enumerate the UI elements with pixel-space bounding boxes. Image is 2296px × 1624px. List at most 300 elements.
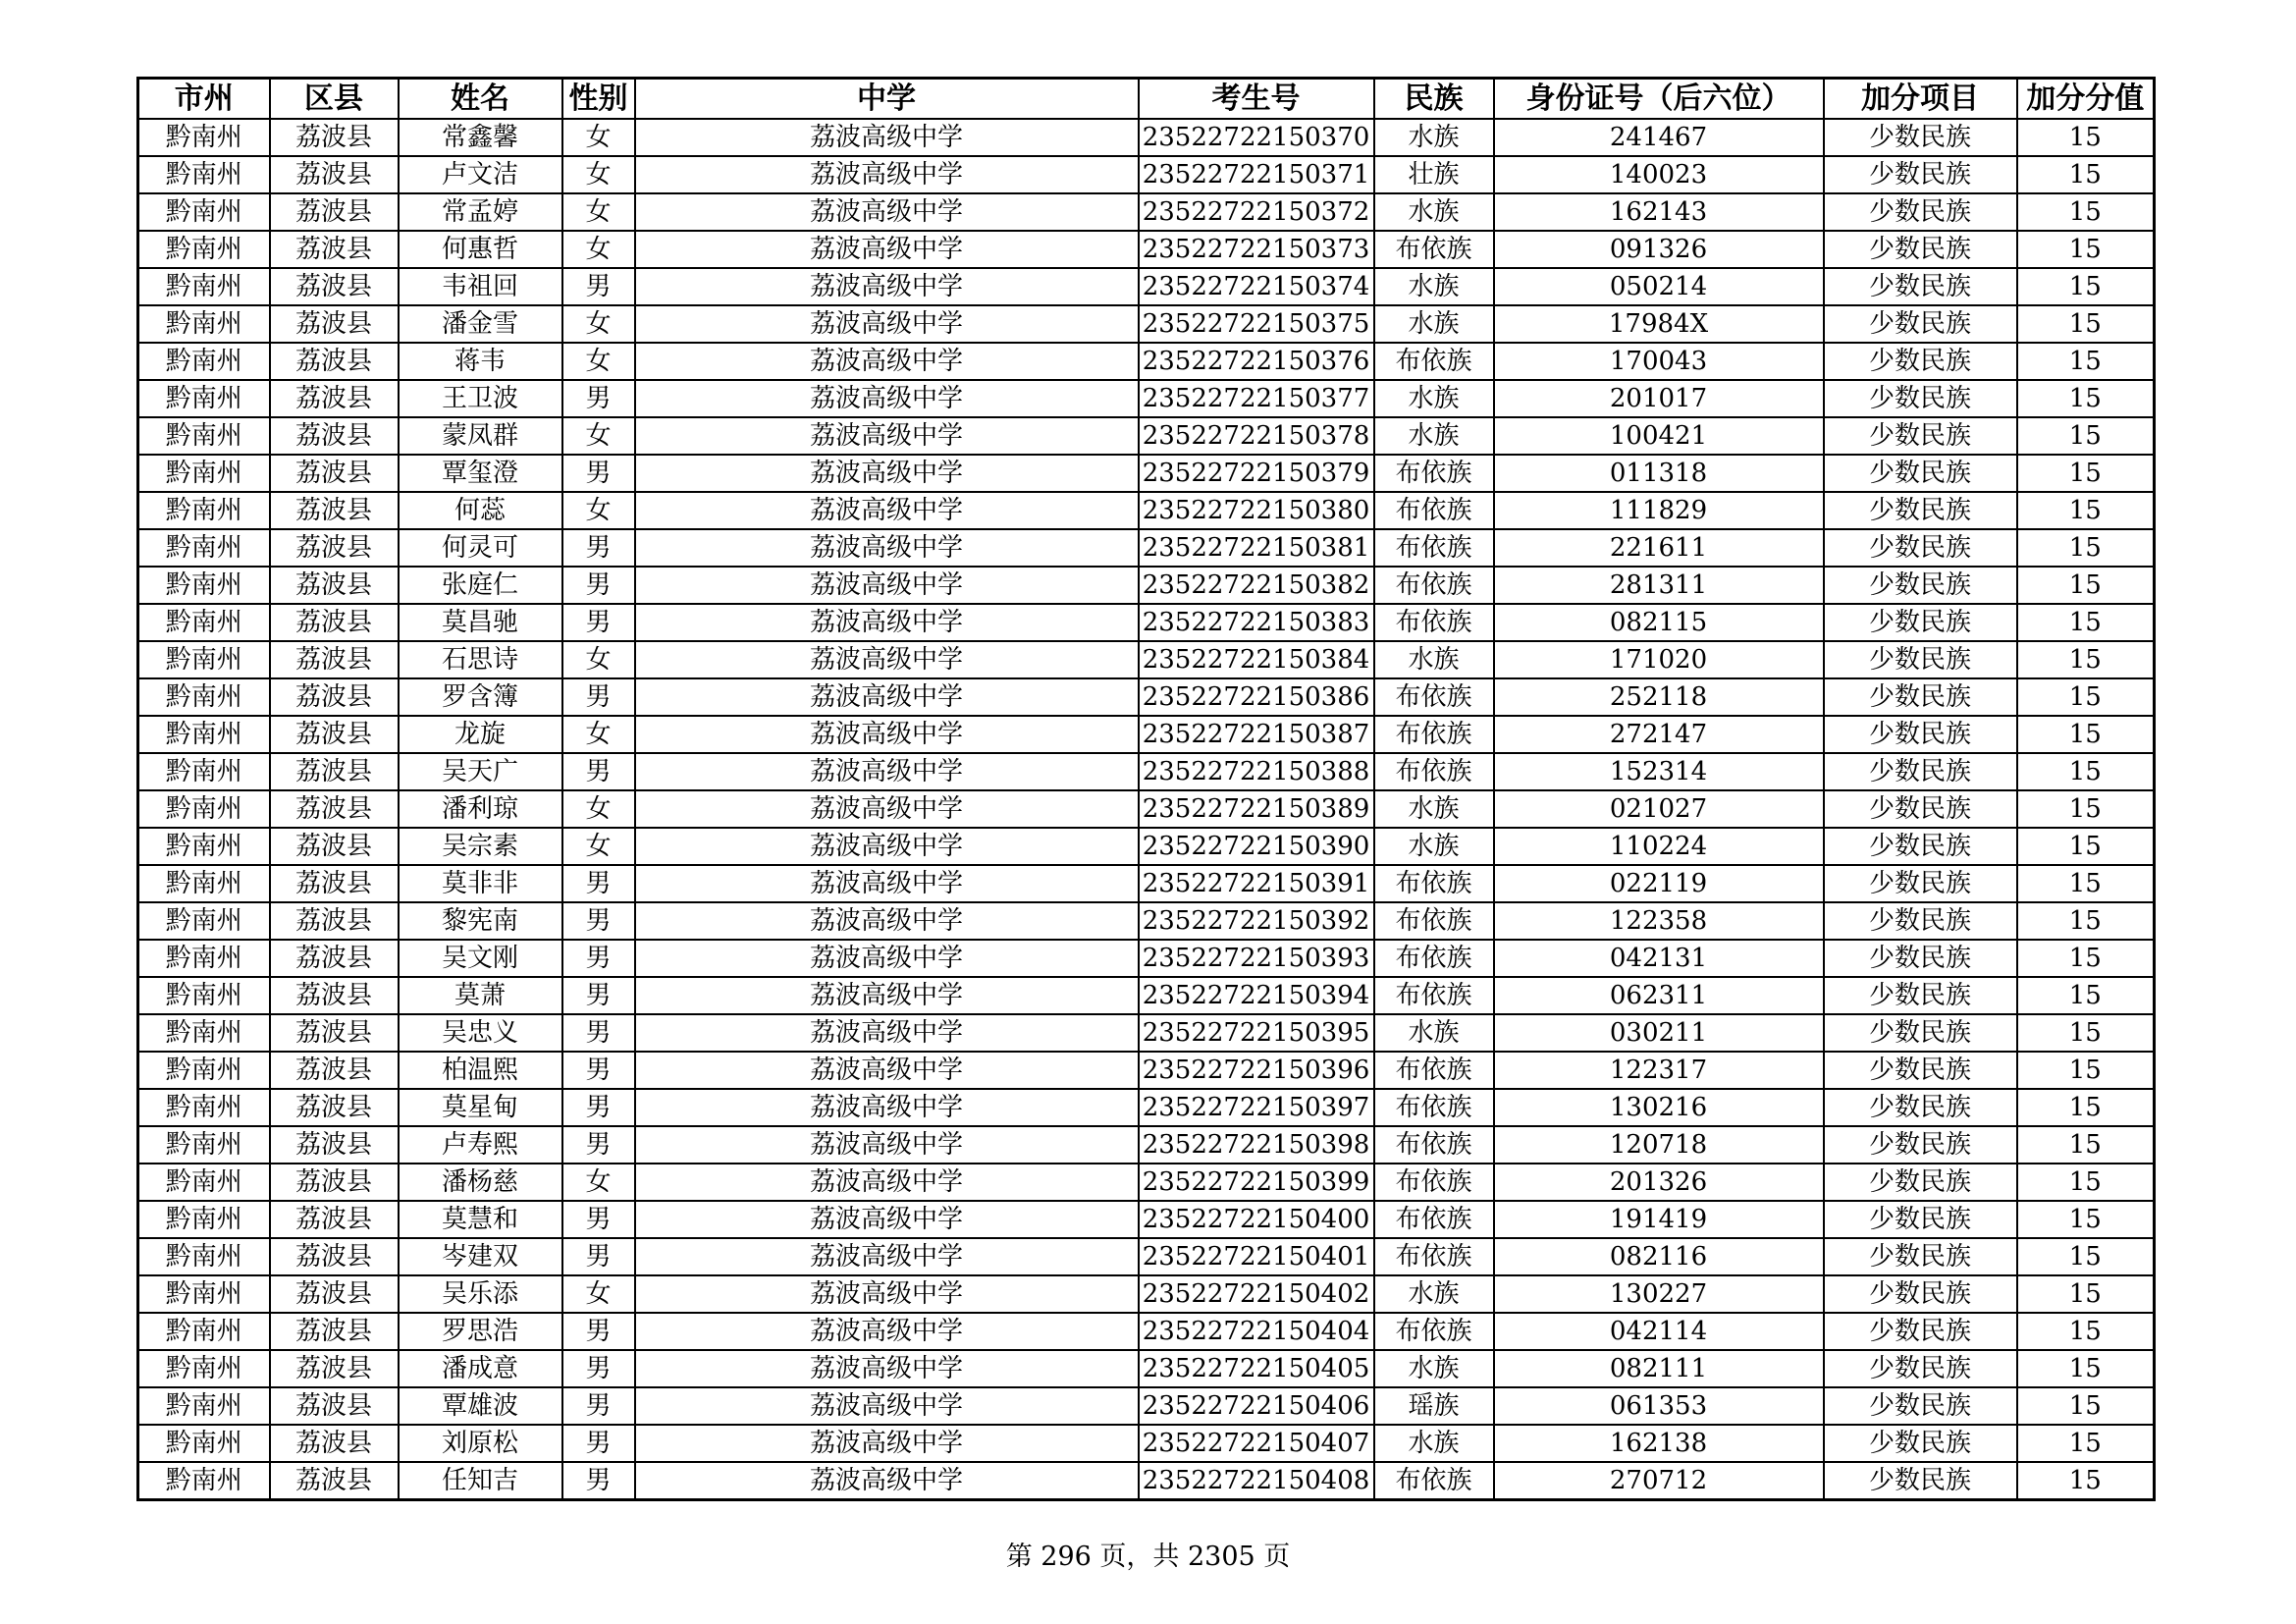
- cell-bonus-points: 15: [2017, 380, 2155, 417]
- cell-exam-number: 23522722150392: [1139, 902, 1374, 940]
- table-row: [138, 1350, 2155, 1387]
- cell-id-suffix: 082116: [1494, 1238, 1824, 1275]
- cell-city: 黔南州: [138, 492, 270, 529]
- table-row: [138, 1462, 2155, 1500]
- cell-school: 荔波高级中学: [635, 1350, 1139, 1387]
- cell-county: 荔波县: [270, 380, 399, 417]
- cell-county: 荔波县: [270, 529, 399, 567]
- cell-name: 莫星甸: [399, 1089, 562, 1126]
- cell-exam-number: 23522722150399: [1139, 1164, 1374, 1201]
- cell-id-suffix: 042131: [1494, 940, 1824, 977]
- table-row: [138, 1052, 2155, 1089]
- table-row: [138, 940, 2155, 977]
- cell-exam-number: 23522722150379: [1139, 455, 1374, 492]
- cell-ethnicity: 布依族: [1374, 604, 1494, 641]
- cell-exam-number: 23522722150402: [1139, 1275, 1374, 1313]
- cell-gender: 女: [562, 828, 635, 865]
- cell-city: 黔南州: [138, 716, 270, 753]
- cell-id-suffix: 152314: [1494, 753, 1824, 790]
- cell-bonus-points: 15: [2017, 678, 2155, 716]
- cell-school: 荔波高级中学: [635, 604, 1139, 641]
- cell-county: 荔波县: [270, 1089, 399, 1126]
- cell-ethnicity: 布依族: [1374, 1126, 1494, 1164]
- cell-city: 黔南州: [138, 193, 270, 231]
- cell-school: 荔波高级中学: [635, 1052, 1139, 1089]
- cell-city: 黔南州: [138, 790, 270, 828]
- cell-bonus-points: 15: [2017, 1014, 2155, 1052]
- cell-gender: 男: [562, 865, 635, 902]
- cell-bonus-item: 少数民族: [1824, 678, 2017, 716]
- cell-bonus-item: 少数民族: [1824, 529, 2017, 567]
- cell-bonus-points: 15: [2017, 940, 2155, 977]
- cell-ethnicity: 水族: [1374, 1350, 1494, 1387]
- column-header-bonus-points: 加分分值: [2017, 79, 2155, 120]
- cell-bonus-item: 少数民族: [1824, 790, 2017, 828]
- cell-exam-number: 23522722150404: [1139, 1313, 1374, 1350]
- cell-gender: 女: [562, 343, 635, 380]
- table-row: [138, 790, 2155, 828]
- cell-name: 潘成意: [399, 1350, 562, 1387]
- cell-school: 荔波高级中学: [635, 828, 1139, 865]
- cell-ethnicity: 布依族: [1374, 529, 1494, 567]
- cell-county: 荔波县: [270, 940, 399, 977]
- cell-ethnicity: 布依族: [1374, 1052, 1494, 1089]
- cell-gender: 女: [562, 231, 635, 268]
- cell-bonus-points: 15: [2017, 1238, 2155, 1275]
- cell-ethnicity: 布依族: [1374, 343, 1494, 380]
- cell-school: 荔波高级中学: [635, 1164, 1139, 1201]
- cell-id-suffix: 201326: [1494, 1164, 1824, 1201]
- table-row: [138, 977, 2155, 1014]
- table-row: [138, 902, 2155, 940]
- cell-bonus-points: 15: [2017, 604, 2155, 641]
- cell-name: 吴宗素: [399, 828, 562, 865]
- cell-gender: 男: [562, 455, 635, 492]
- cell-ethnicity: 水族: [1374, 193, 1494, 231]
- cell-school: 荔波高级中学: [635, 1126, 1139, 1164]
- table-row: [138, 156, 2155, 193]
- cell-bonus-item: 少数民族: [1824, 828, 2017, 865]
- cell-school: 荔波高级中学: [635, 119, 1139, 156]
- page-footer: 第 296 页，共 2305 页: [1005, 1542, 1291, 1572]
- cell-gender: 男: [562, 1238, 635, 1275]
- cell-school: 荔波高级中学: [635, 678, 1139, 716]
- cell-bonus-points: 15: [2017, 865, 2155, 902]
- cell-bonus-item: 少数民族: [1824, 753, 2017, 790]
- cell-city: 黔南州: [138, 119, 270, 156]
- cell-city: 黔南州: [138, 1350, 270, 1387]
- cell-city: 黔南州: [138, 231, 270, 268]
- cell-bonus-item: 少数民族: [1824, 119, 2017, 156]
- cell-name: 任知吉: [399, 1462, 562, 1500]
- column-header-exam-number: 考生号: [1139, 79, 1374, 120]
- cell-school: 荔波高级中学: [635, 567, 1139, 604]
- cell-name: 王卫波: [399, 380, 562, 417]
- cell-name: 莫非非: [399, 865, 562, 902]
- cell-exam-number: 23522722150373: [1139, 231, 1374, 268]
- cell-bonus-item: 少数民族: [1824, 1164, 2017, 1201]
- cell-city: 黔南州: [138, 865, 270, 902]
- cell-county: 荔波县: [270, 865, 399, 902]
- cell-county: 荔波县: [270, 1350, 399, 1387]
- cell-ethnicity: 布依族: [1374, 492, 1494, 529]
- table-row: [138, 417, 2155, 455]
- cell-ethnicity: 布依族: [1374, 1089, 1494, 1126]
- cell-bonus-points: 15: [2017, 902, 2155, 940]
- cell-exam-number: 23522722150387: [1139, 716, 1374, 753]
- table-row: [138, 753, 2155, 790]
- cell-city: 黔南州: [138, 1425, 270, 1462]
- table-row: [138, 865, 2155, 902]
- cell-city: 黔南州: [138, 567, 270, 604]
- cell-school: 荔波高级中学: [635, 1387, 1139, 1425]
- cell-id-suffix: 100421: [1494, 417, 1824, 455]
- cell-ethnicity: 布依族: [1374, 865, 1494, 902]
- column-header-gender: 性别: [562, 79, 635, 120]
- cell-school: 荔波高级中学: [635, 865, 1139, 902]
- cell-id-suffix: 122317: [1494, 1052, 1824, 1089]
- cell-ethnicity: 水族: [1374, 641, 1494, 678]
- cell-county: 荔波县: [270, 678, 399, 716]
- cell-id-suffix: 030211: [1494, 1014, 1824, 1052]
- table-row: [138, 828, 2155, 865]
- cell-bonus-points: 15: [2017, 305, 2155, 343]
- cell-bonus-points: 15: [2017, 343, 2155, 380]
- cell-exam-number: 23522722150374: [1139, 268, 1374, 305]
- cell-bonus-points: 15: [2017, 753, 2155, 790]
- table-row: [138, 119, 2155, 156]
- cell-city: 黔南州: [138, 417, 270, 455]
- cell-bonus-points: 15: [2017, 231, 2155, 268]
- cell-bonus-points: 15: [2017, 828, 2155, 865]
- cell-ethnicity: 布依族: [1374, 455, 1494, 492]
- cell-exam-number: 23522722150378: [1139, 417, 1374, 455]
- cell-bonus-points: 15: [2017, 1201, 2155, 1238]
- bonus-points-table: [136, 77, 2156, 1501]
- cell-bonus-item: 少数民族: [1824, 455, 2017, 492]
- cell-county: 荔波县: [270, 1275, 399, 1313]
- cell-ethnicity: 布依族: [1374, 902, 1494, 940]
- cell-exam-number: 23522722150405: [1139, 1350, 1374, 1387]
- column-header-county: 区县: [270, 79, 399, 120]
- cell-city: 黔南州: [138, 1238, 270, 1275]
- cell-ethnicity: 瑶族: [1374, 1387, 1494, 1425]
- cell-county: 荔波县: [270, 156, 399, 193]
- cell-school: 荔波高级中学: [635, 1238, 1139, 1275]
- cell-bonus-points: 15: [2017, 417, 2155, 455]
- cell-id-suffix: 021027: [1494, 790, 1824, 828]
- cell-id-suffix: 191419: [1494, 1201, 1824, 1238]
- column-header-id-suffix: 身份证号（后六位）: [1494, 79, 1824, 120]
- cell-name: 卢寿熙: [399, 1126, 562, 1164]
- cell-school: 荔波高级中学: [635, 1089, 1139, 1126]
- cell-exam-number: 23522722150381: [1139, 529, 1374, 567]
- cell-ethnicity: 水族: [1374, 305, 1494, 343]
- cell-exam-number: 23522722150406: [1139, 1387, 1374, 1425]
- cell-gender: 女: [562, 1164, 635, 1201]
- cell-name: 罗含簿: [399, 678, 562, 716]
- cell-exam-number: 23522722150393: [1139, 940, 1374, 977]
- cell-school: 荔波高级中学: [635, 790, 1139, 828]
- cell-gender: 男: [562, 1425, 635, 1462]
- cell-school: 荔波高级中学: [635, 1425, 1139, 1462]
- cell-id-suffix: 111829: [1494, 492, 1824, 529]
- table-row: [138, 1126, 2155, 1164]
- cell-ethnicity: 水族: [1374, 380, 1494, 417]
- cell-bonus-points: 15: [2017, 1313, 2155, 1350]
- cell-ethnicity: 布依族: [1374, 977, 1494, 1014]
- cell-bonus-item: 少数民族: [1824, 977, 2017, 1014]
- cell-bonus-item: 少数民族: [1824, 1350, 2017, 1387]
- cell-school: 荔波高级中学: [635, 940, 1139, 977]
- cell-bonus-points: 15: [2017, 492, 2155, 529]
- cell-exam-number: 23522722150372: [1139, 193, 1374, 231]
- cell-name: 吴忠义: [399, 1014, 562, 1052]
- cell-name: 卢文洁: [399, 156, 562, 193]
- cell-city: 黔南州: [138, 455, 270, 492]
- cell-county: 荔波县: [270, 1126, 399, 1164]
- cell-school: 荔波高级中学: [635, 716, 1139, 753]
- cell-ethnicity: 布依族: [1374, 1313, 1494, 1350]
- cell-school: 荔波高级中学: [635, 156, 1139, 193]
- table-row: [138, 193, 2155, 231]
- cell-ethnicity: 水族: [1374, 119, 1494, 156]
- cell-id-suffix: 061353: [1494, 1387, 1824, 1425]
- cell-school: 荔波高级中学: [635, 529, 1139, 567]
- cell-city: 黔南州: [138, 529, 270, 567]
- cell-ethnicity: 水族: [1374, 790, 1494, 828]
- cell-bonus-item: 少数民族: [1824, 1052, 2017, 1089]
- table-row: [138, 231, 2155, 268]
- column-header-bonus-item: 加分项目: [1824, 79, 2017, 120]
- table-row: [138, 305, 2155, 343]
- cell-bonus-points: 15: [2017, 268, 2155, 305]
- cell-gender: 女: [562, 417, 635, 455]
- cell-gender: 男: [562, 940, 635, 977]
- column-header-city: 市州: [138, 79, 270, 120]
- roster-sheet: [136, 77, 2153, 1501]
- cell-ethnicity: 布依族: [1374, 716, 1494, 753]
- cell-county: 荔波县: [270, 641, 399, 678]
- cell-id-suffix: 162138: [1494, 1425, 1824, 1462]
- cell-school: 荔波高级中学: [635, 492, 1139, 529]
- cell-bonus-points: 15: [2017, 1387, 2155, 1425]
- cell-exam-number: 23522722150408: [1139, 1462, 1374, 1500]
- cell-bonus-points: 15: [2017, 193, 2155, 231]
- cell-gender: 女: [562, 492, 635, 529]
- cell-name: 潘金雪: [399, 305, 562, 343]
- cell-city: 黔南州: [138, 1387, 270, 1425]
- cell-ethnicity: 布依族: [1374, 678, 1494, 716]
- table-row: [138, 1014, 2155, 1052]
- cell-bonus-item: 少数民族: [1824, 380, 2017, 417]
- cell-county: 荔波县: [270, 604, 399, 641]
- cell-id-suffix: 110224: [1494, 828, 1824, 865]
- cell-gender: 女: [562, 1275, 635, 1313]
- cell-name: 韦祖回: [399, 268, 562, 305]
- cell-bonus-item: 少数民族: [1824, 1014, 2017, 1052]
- cell-bonus-item: 少数民族: [1824, 1126, 2017, 1164]
- cell-bonus-points: 15: [2017, 156, 2155, 193]
- cell-school: 荔波高级中学: [635, 380, 1139, 417]
- cell-bonus-points: 15: [2017, 1126, 2155, 1164]
- table-row: [138, 268, 2155, 305]
- cell-exam-number: 23522722150390: [1139, 828, 1374, 865]
- cell-gender: 男: [562, 1462, 635, 1500]
- cell-id-suffix: 281311: [1494, 567, 1824, 604]
- cell-gender: 女: [562, 305, 635, 343]
- cell-school: 荔波高级中学: [635, 193, 1139, 231]
- cell-city: 黔南州: [138, 604, 270, 641]
- cell-name: 何灵可: [399, 529, 562, 567]
- cell-school: 荔波高级中学: [635, 753, 1139, 790]
- cell-name: 常孟婷: [399, 193, 562, 231]
- cell-name: 吴乐添: [399, 1275, 562, 1313]
- cell-exam-number: 23522722150388: [1139, 753, 1374, 790]
- cell-exam-number: 23522722150401: [1139, 1238, 1374, 1275]
- cell-county: 荔波县: [270, 1201, 399, 1238]
- cell-bonus-points: 15: [2017, 529, 2155, 567]
- cell-bonus-item: 少数民族: [1824, 268, 2017, 305]
- cell-name: 龙旋: [399, 716, 562, 753]
- cell-bonus-item: 少数民族: [1824, 1238, 2017, 1275]
- cell-school: 荔波高级中学: [635, 977, 1139, 1014]
- table-header-row: [138, 79, 2155, 120]
- table-row: [138, 716, 2155, 753]
- cell-gender: 女: [562, 193, 635, 231]
- cell-ethnicity: 布依族: [1374, 753, 1494, 790]
- cell-name: 何蕊: [399, 492, 562, 529]
- table-row: [138, 1238, 2155, 1275]
- cell-school: 荔波高级中学: [635, 1313, 1139, 1350]
- cell-bonus-item: 少数民族: [1824, 902, 2017, 940]
- cell-id-suffix: 042114: [1494, 1313, 1824, 1350]
- cell-bonus-item: 少数民族: [1824, 1313, 2017, 1350]
- cell-gender: 男: [562, 1350, 635, 1387]
- cell-county: 荔波县: [270, 902, 399, 940]
- cell-exam-number: 23522722150382: [1139, 567, 1374, 604]
- cell-city: 黔南州: [138, 268, 270, 305]
- cell-gender: 女: [562, 641, 635, 678]
- cell-gender: 男: [562, 1014, 635, 1052]
- cell-bonus-item: 少数民族: [1824, 567, 2017, 604]
- cell-name: 吴天广: [399, 753, 562, 790]
- cell-bonus-points: 15: [2017, 1275, 2155, 1313]
- cell-ethnicity: 水族: [1374, 828, 1494, 865]
- cell-id-suffix: 082111: [1494, 1350, 1824, 1387]
- cell-id-suffix: 050214: [1494, 268, 1824, 305]
- cell-id-suffix: 140023: [1494, 156, 1824, 193]
- cell-ethnicity: 布依族: [1374, 231, 1494, 268]
- cell-bonus-item: 少数民族: [1824, 1201, 2017, 1238]
- cell-city: 黔南州: [138, 977, 270, 1014]
- cell-name: 潘杨慈: [399, 1164, 562, 1201]
- column-header-school: 中学: [635, 79, 1139, 120]
- cell-id-suffix: 270712: [1494, 1462, 1824, 1500]
- cell-ethnicity: 水族: [1374, 1425, 1494, 1462]
- cell-id-suffix: 17984X: [1494, 305, 1824, 343]
- cell-ethnicity: 布依族: [1374, 940, 1494, 977]
- cell-gender: 女: [562, 790, 635, 828]
- cell-school: 荔波高级中学: [635, 455, 1139, 492]
- cell-exam-number: 23522722150375: [1139, 305, 1374, 343]
- cell-ethnicity: 布依族: [1374, 1201, 1494, 1238]
- table-row: [138, 1275, 2155, 1313]
- cell-bonus-item: 少数民族: [1824, 1462, 2017, 1500]
- cell-city: 黔南州: [138, 1201, 270, 1238]
- cell-bonus-item: 少数民族: [1824, 1387, 2017, 1425]
- cell-bonus-item: 少数民族: [1824, 1425, 2017, 1462]
- cell-name: 蒙凤群: [399, 417, 562, 455]
- cell-exam-number: 23522722150394: [1139, 977, 1374, 1014]
- cell-gender: 男: [562, 268, 635, 305]
- cell-gender: 男: [562, 977, 635, 1014]
- cell-county: 荔波县: [270, 1462, 399, 1500]
- table-row: [138, 1201, 2155, 1238]
- cell-bonus-item: 少数民族: [1824, 343, 2017, 380]
- column-header-ethnicity: 民族: [1374, 79, 1494, 120]
- cell-city: 黔南州: [138, 641, 270, 678]
- cell-gender: 男: [562, 529, 635, 567]
- cell-city: 黔南州: [138, 1052, 270, 1089]
- cell-gender: 男: [562, 1089, 635, 1126]
- cell-gender: 男: [562, 380, 635, 417]
- cell-id-suffix: 170043: [1494, 343, 1824, 380]
- cell-exam-number: 23522722150383: [1139, 604, 1374, 641]
- cell-id-suffix: 252118: [1494, 678, 1824, 716]
- table-row: [138, 1164, 2155, 1201]
- cell-bonus-item: 少数民族: [1824, 1089, 2017, 1126]
- cell-bonus-points: 15: [2017, 1164, 2155, 1201]
- cell-city: 黔南州: [138, 343, 270, 380]
- cell-exam-number: 23522722150370: [1139, 119, 1374, 156]
- table-row: [138, 1387, 2155, 1425]
- cell-school: 荔波高级中学: [635, 1462, 1139, 1500]
- cell-city: 黔南州: [138, 1126, 270, 1164]
- cell-id-suffix: 122358: [1494, 902, 1824, 940]
- cell-bonus-item: 少数民族: [1824, 641, 2017, 678]
- cell-name: 莫昌驰: [399, 604, 562, 641]
- cell-city: 黔南州: [138, 1014, 270, 1052]
- cell-exam-number: 23522722150391: [1139, 865, 1374, 902]
- table-row: [138, 678, 2155, 716]
- cell-id-suffix: 201017: [1494, 380, 1824, 417]
- cell-bonus-item: 少数民族: [1824, 231, 2017, 268]
- cell-exam-number: 23522722150396: [1139, 1052, 1374, 1089]
- cell-school: 荔波高级中学: [635, 343, 1139, 380]
- cell-school: 荔波高级中学: [635, 1201, 1139, 1238]
- cell-name: 罗思浩: [399, 1313, 562, 1350]
- cell-name: 潘利琼: [399, 790, 562, 828]
- cell-county: 荔波县: [270, 716, 399, 753]
- cell-name: 覃雄波: [399, 1387, 562, 1425]
- cell-gender: 女: [562, 716, 635, 753]
- cell-name: 覃玺澄: [399, 455, 562, 492]
- cell-county: 荔波县: [270, 1238, 399, 1275]
- cell-bonus-item: 少数民族: [1824, 417, 2017, 455]
- cell-id-suffix: 130216: [1494, 1089, 1824, 1126]
- cell-bonus-points: 15: [2017, 716, 2155, 753]
- cell-name: 吴文刚: [399, 940, 562, 977]
- cell-county: 荔波县: [270, 492, 399, 529]
- cell-county: 荔波县: [270, 1164, 399, 1201]
- cell-id-suffix: 241467: [1494, 119, 1824, 156]
- cell-id-suffix: 120718: [1494, 1126, 1824, 1164]
- cell-gender: 男: [562, 1313, 635, 1350]
- cell-bonus-points: 15: [2017, 641, 2155, 678]
- cell-gender: 男: [562, 902, 635, 940]
- cell-name: 何惠哲: [399, 231, 562, 268]
